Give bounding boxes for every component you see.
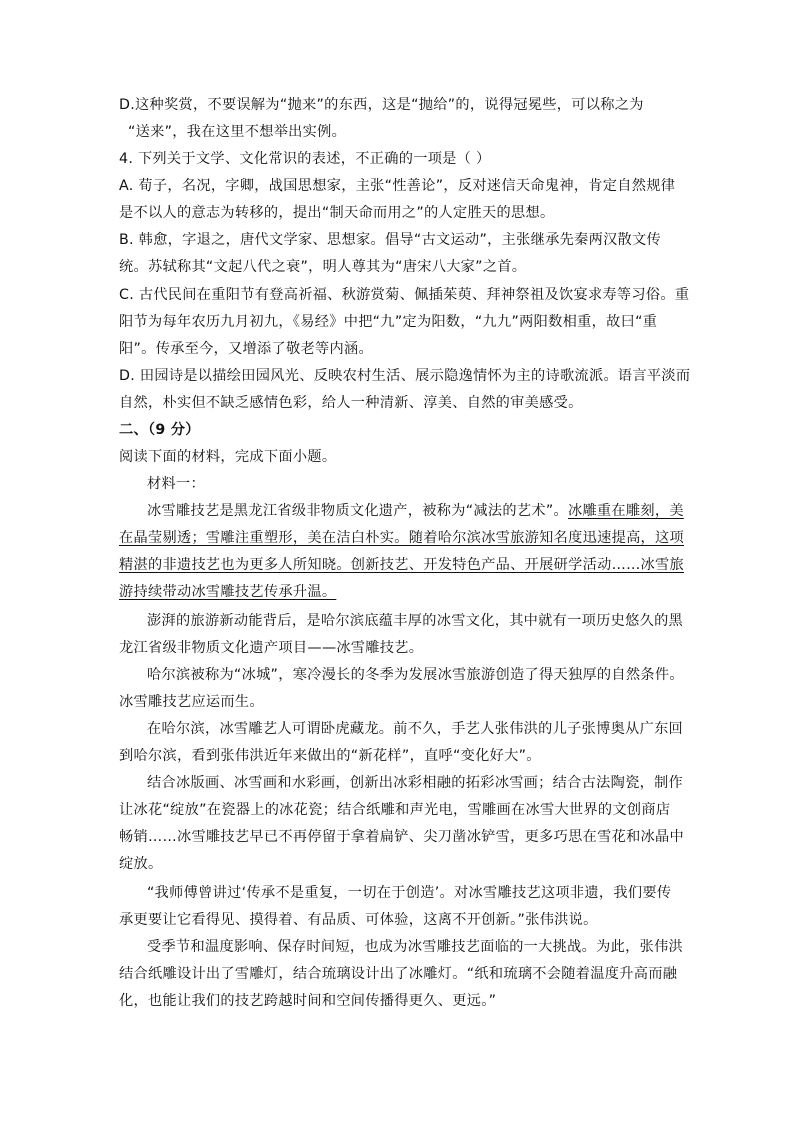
q4-option-c-line-2: 阳节为每年农历九月初九，《易经》中把“九”定为阳数，“九九”两阳数相重，故曰“重 — [119, 314, 658, 330]
q4-option-b-line-2: 统。苏轼称其“文起八代之衰”，明人尊其为“唐宋八大家”之首。 — [119, 259, 527, 275]
q4-option-d-line-2: 自然，朴实但不缺乏感情色彩，给人一种清新、淳美、自然的审美感受。 — [119, 395, 583, 411]
section-instruction: 阅读下面的材料，完成下面小题。 — [119, 449, 337, 465]
q4-option-d-line-1: D. 田园诗是以描绘田园风光、反映农村生活、展示隐逸情怀为主的诗歌流派。语言平淡而 — [119, 368, 691, 384]
material-p1-line-4: 游持续带动冰雪雕技艺传承升温。 — [119, 584, 337, 600]
q4-option-a-line-1: A. 荀子，名况，字卿，战国思想家，主张“性善论”，反对迷信天命鬼神，肯定自然规律 — [119, 178, 676, 194]
q4-stem: 4. 下列关于文学、文化常识的表述，不正确的一项是（ ） — [119, 151, 491, 167]
material-p1-plain-text: 冰雪雕技艺是黑龙江省级非物质文化遗产，被称为“减法的艺术”。 — [147, 503, 568, 519]
material-p6-line-2: 承更要让它看得见、摸得着、有品质、可体验，这离不开创新。”张伟洪说。 — [119, 912, 598, 928]
material-p4-line-1: 在哈尔滨，冰雪雕艺人可谓卧虎藏龙。前不久，手艺人张伟洪的儿子张博奥从广东回 — [147, 721, 684, 737]
q4-option-c-line-1: C. 古代民间在重阳节有登高祈福、秋游赏菊、佩插茱萸、拜神祭祖及饮宴求寿等习俗。重 — [119, 287, 690, 303]
material-p5-line-3: 畅销……冰雪雕技艺早已不再停留于拿着扁铲、尖刀凿冰铲雪，更多巧思在雪花和冰晶中 — [119, 829, 685, 845]
material-p3-line-2: 冰雪雕技艺应运而生。 — [119, 694, 264, 710]
q4-option-c-line-3: 阳”。传承至今，又增添了敬老等内涵。 — [119, 341, 373, 357]
material-p1-line-2: 在晶莹剔透；雪雕注重塑形，美在洁白朴实。随着哈尔滨冰雪旅游知名度迅速提高，这项 — [119, 530, 685, 546]
material-p7-line-2: 结合纸雕设计出了雪雕灯，结合琉璃设计出了冰雕灯。“纸和琉璃不会随着温度升高而融 — [119, 966, 678, 982]
material-p1-line-1 — [147, 502, 684, 522]
material-p2-line-2: 龙江省级非物质文化遗产项目——冰雪雕技艺。 — [119, 640, 424, 656]
material-p5-line-2: 让冰花“绽放”在瓷器上的冰花瓷；结合纸雕和声光电，雪雕画在冰雪大世界的文创商店 — [119, 802, 671, 818]
material-p7-line-1: 受季节和温度影响、保存时间短，也成为冰雪雕技艺面临的一大挑战。为此，张伟洪 — [147, 939, 684, 955]
material-label: 材料一： — [147, 476, 205, 492]
material-p4-line-2: 到哈尔滨，看到张伟洪近年来做出的“新花样”，直呼“变化好大”。 — [119, 748, 541, 764]
section-heading: 二、（9 分） — [119, 422, 200, 438]
q4-option-a-line-2: 是不以人的意志为转移的，提出“制天命而用之”的人定胜天的思想。 — [119, 205, 555, 221]
material-p5-line-1: 结合冰版画、冰雪画和水彩画，创新出冰彩相融的拓彩冰雪画；结合古法陶瓷，制作 — [147, 775, 684, 791]
material-p1-line-3: 精湛的非遗技艺也为更多人所知晓。创新技艺、开发特色产品、开展研学活动……冰雪旅 — [119, 557, 685, 573]
material-p7-line-3: 化，也能让我们的技艺跨越时间和空间传播得更久、更远。” — [119, 993, 497, 1009]
material-p3-line-1: 哈尔滨被称为“冰城”，寒冷漫长的冬季为发展冰雪旅游创造了得天独厚的自然条件。 — [147, 667, 684, 683]
material-p5-line-4: 绽放。 — [119, 856, 163, 872]
q4-option-b-line-1: B. 韩愈，字退之，唐代文学家、思想家。倡导“古文运动”，主张继承先秦两汉散文传 — [119, 232, 662, 248]
material-p2-line-1: 澎湃的旅游新动能背后，是哈尔滨底蕴丰厚的冰雪文化，其中就有一项历史悠久的黑 — [147, 613, 684, 629]
material-p1-underlined-text: 冰雕重在雕刻，美 — [567, 503, 684, 519]
q3-option-d-line-2: “送来”，我在这里不想举出实例。 — [128, 124, 347, 140]
material-p6-line-1: “我师傅曾讲过‘传承不是重复，一切在于创造’。对冰雪雕技艺这项非遗，我们要传 — [147, 885, 672, 901]
q3-option-d-line-1: D.这种奖赏，不要误解为“抛来”的东西，这是“抛给”的，说得冠冕些，可以称之为 — [119, 97, 644, 113]
